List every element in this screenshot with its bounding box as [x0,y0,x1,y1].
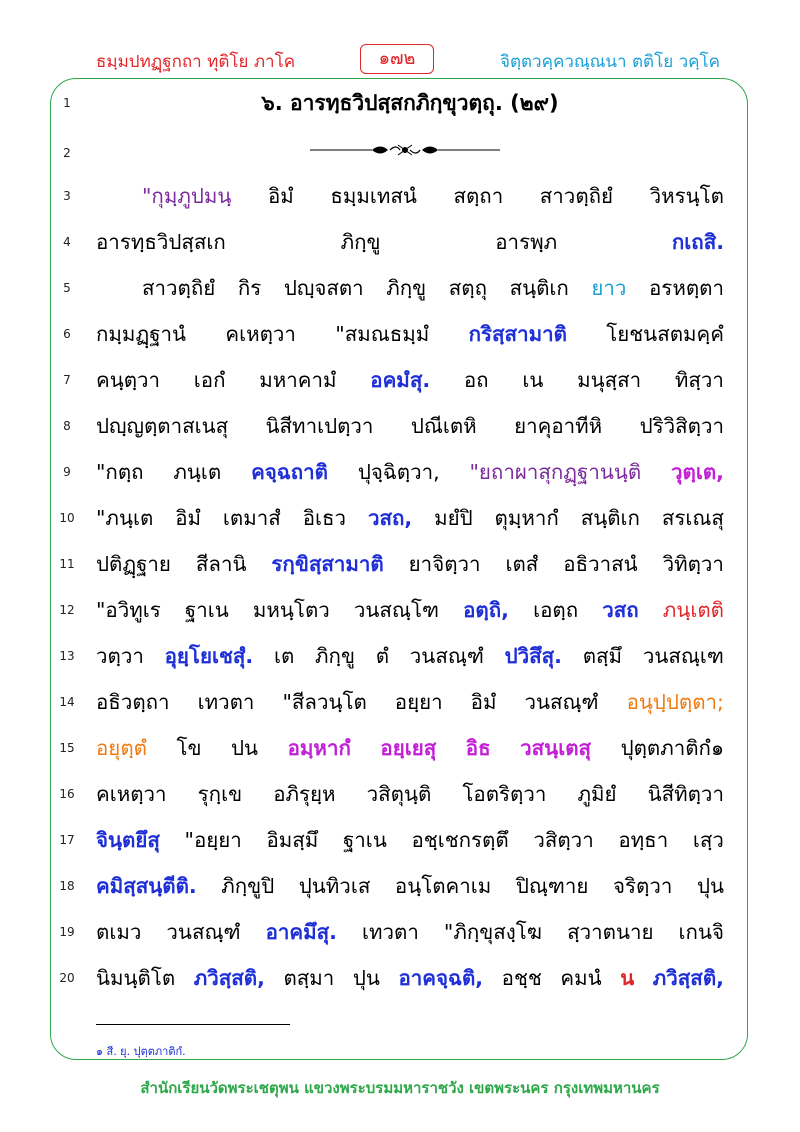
word: วสิตุนฺติ [366,782,432,806]
text-line [0,173,800,219]
word: ภนฺเต [173,460,222,484]
text-line [0,817,800,863]
line-text [96,449,724,495]
line-number: 4 [63,235,71,249]
keyword: "กุมฺภูปมนฺ [142,184,232,208]
word: เอตฺถ [533,598,579,622]
line-number: 3 [63,189,71,203]
line-number: 2 [63,146,71,160]
word: อิมํ [470,690,497,714]
word: อิมํ [267,184,294,208]
word: อิมํ [175,506,202,530]
text-line [0,863,800,909]
word: นิมนฺติโต [96,966,176,990]
word: สนฺติเก [580,506,640,530]
line-text [96,311,724,357]
text-line [0,357,800,403]
word: ปณีเตหิ [410,414,477,438]
word: อชฺเชกรตฺตึ [411,828,509,852]
word: คนฺตฺวา [96,368,161,392]
word: โอตริตฺวา [462,782,547,806]
word: โยชนสตมคฺคํ [606,322,724,346]
word: อยฺยา [394,690,443,714]
keyword: อิธ [465,736,491,760]
keyword: ภวิสฺสติ, [652,966,724,990]
line-number: 17 [59,833,75,847]
text-line [0,495,800,541]
word: "ภนฺเต [96,506,154,530]
word: "กตฺถ [96,460,144,484]
keyword: คมิสฺสนฺตีติ. [96,874,197,898]
word: สาวตฺถิยํ [142,276,216,300]
word: เทวตา [197,690,255,714]
word: เตสํ [505,552,539,576]
word: สีลานิ [195,552,247,576]
word: เทวตา [361,920,419,944]
word: นิสีทิตฺวา [647,782,724,806]
keyword: อาคจฺฉติ, [398,966,484,990]
word: "สีลวนฺโต [282,690,367,714]
word: มนุสฺสา [577,368,642,392]
word: ตสฺมึ [582,644,623,668]
keyword: อยฺเยสุ [380,736,437,760]
word: ตเมว [96,920,142,944]
word: มยํปิ [434,506,473,530]
word: ปุจฺฉิตฺวา, [357,460,440,484]
keyword: ปวิสึสุ. [504,644,562,668]
keyword: กริสฺสามาติ [468,322,567,346]
line-text [96,495,724,541]
text-line [0,265,800,311]
text-line [0,587,800,633]
word: รุกฺเข [197,782,243,806]
word: คเหตฺวา [225,322,296,346]
word: ยาคุอาทีหิ [514,414,603,438]
keyword: อยุตฺตํ [96,736,147,760]
word: สตฺถุ [448,276,487,300]
line-number: 18 [59,879,75,893]
word: ยาจิตฺวา [408,552,481,576]
word: อารทฺธวิปสฺสเก [96,230,226,254]
word: มหาคามํ [259,368,337,392]
word: อธิวาสนํ [563,552,638,576]
line-number: 7 [63,373,71,387]
word: สาวตฺถิยํ [539,184,614,208]
line-number: 20 [59,971,75,985]
word: ภิกฺขู [315,644,355,668]
word: ภิกฺขู [386,276,427,300]
text-line [0,771,800,817]
line-number: 11 [59,557,75,571]
keyword: วุตฺเต, [671,460,724,484]
word: คเหตฺวา [96,782,167,806]
keyword: ภวิสฺสติ, [193,966,265,990]
text-line [0,679,800,725]
word: "สมณธมฺมํ [335,322,430,346]
word: ทิสฺวา [674,368,724,392]
line-text [96,541,724,587]
keyword: จินฺตยึสุ [96,828,160,852]
line-text [96,817,724,863]
word: ตุมฺหากํ [494,506,559,530]
word: เต [273,644,295,668]
text-line [0,633,800,679]
word: อิเธว [302,506,347,530]
word: ภูมิยํ [577,782,617,806]
word: อทฺธา [618,828,669,852]
word: ปุน [696,874,724,898]
line-text [142,173,724,219]
word: วนสณฺฑํ [409,644,484,668]
word: เสฺว [692,828,724,852]
word: "อวิทูเร [96,598,161,622]
word: ปุตฺตภาติกํ๑ [620,736,724,760]
word: อารพฺภ [495,230,558,254]
chapter-title: จิตฺตวคฺควณฺณนา ตติโย วคฺโค [500,52,720,72]
line-text [96,219,724,265]
line-text [96,863,724,909]
word: เกนจิ [678,920,724,944]
word: กมฺมฏฺฐานํ [96,322,187,346]
keyword: อมฺหากํ [287,736,351,760]
line-text [96,587,724,633]
line-number: 8 [63,419,71,433]
word: ปริวิสิตฺวา [639,414,724,438]
line-number: 14 [59,695,75,709]
keyword: รกฺขิสฺสามาติ [271,552,384,576]
word: อชฺช [501,966,542,990]
keyword: อุยฺโยเชสุํ. [164,644,254,668]
word: อิมสฺมึ [266,828,319,852]
text-line [0,311,800,357]
word: วนสณฺฑํ [166,920,241,944]
line-number: 12 [59,603,75,617]
keyword: วสนฺเตสุ [520,736,592,760]
footnote-divider [96,1024,290,1025]
text-line [0,541,800,587]
word: ภิกฺขู [340,230,381,254]
line-text [96,909,724,955]
keyword: ภนฺเตติ [662,598,724,622]
keyword: "ยถาผาสุกฏฺฐานนฺติ [469,460,642,484]
word: สนฺติเก [509,276,569,300]
word: วนสณฺโฑ [353,598,439,622]
word: อธิวตฺถา [96,690,170,714]
word: ปญฺญตฺตาสเนสุ [96,414,229,438]
word: ตสฺมา [283,966,335,990]
keyword: คจฺฉถาติ [251,460,328,484]
text-line [0,219,800,265]
line-number: 19 [59,925,75,939]
page-footer: สำนักเรียนวัดพระเชตุพน แขวงพระบรมมหาราชวัง เขตพระนคร กรุงเทพมหานคร [140,1079,660,1097]
word: วนสณฺเฑ [642,644,724,668]
word: ภิกฺขูปิ [221,874,275,898]
line-number: 1 [63,96,71,110]
word: อรหตฺตา [649,276,724,300]
line-text [96,955,724,1001]
line-text [96,725,724,771]
word: นิสีทาเปตฺวา [265,414,374,438]
line-number: 16 [59,787,75,801]
word: วนสณฺฑํ [524,690,599,714]
word: สตฺถา [453,184,504,208]
line-text [142,265,724,311]
line-number: 6 [63,327,71,341]
word: ปุนทิวเส [298,874,371,898]
word: อนฺโตคาเม [394,874,492,898]
word: เอกํ [193,368,226,392]
word: "ภิกฺขุสงฺโฆ [443,920,543,944]
word: อภิรุยฺห [273,782,336,806]
word: ฐาเน [342,828,387,852]
word: จริตฺวา [613,874,673,898]
word: ปติฏฺฐาย [96,552,171,576]
text-line [0,130,800,176]
line-number: 5 [63,281,71,295]
keyword: น [620,966,635,990]
word: เตมาสํ [222,506,281,530]
line-number: 9 [63,465,71,479]
section-heading [96,80,724,126]
word: วิหรนฺโต [649,184,724,208]
word: สฺวาตนาย [567,920,654,944]
word: ปน [231,736,259,760]
word: ปุน [352,966,380,990]
word: วิทิตฺวา [662,552,724,576]
word: ๖. อารทฺธวิปสฺสกภิกฺขุวตฺถุ. (๒๙) [261,91,559,115]
word: สรเณสุ [661,506,724,530]
word: เน [522,368,544,392]
word: โข [176,736,202,760]
keyword: อาคมึสุ. [265,920,337,944]
text-line [0,725,800,771]
text-line [0,449,800,495]
word: "อยฺยา [184,828,242,852]
line-text [96,679,724,725]
word: วสิตฺวา [533,828,594,852]
word: ปิณฺฑาย [515,874,589,898]
word: กิร [237,276,262,300]
text-line [0,80,800,126]
page-number-box: ๑๗๒ [360,44,434,74]
book-title: ธมฺมปทฏฺฐกถา ทุติโย ภาโค [96,52,296,72]
word: ธมฺมเทสนํ [330,184,417,208]
word: อถ [463,368,489,392]
line-number: 10 [59,511,75,525]
text-line [0,909,800,955]
word: มหนฺโตว [252,598,330,622]
keyword: อคมํสุ. [370,368,431,392]
line-number: 15 [59,741,75,755]
word: ปญฺจสตา [283,276,364,300]
keyword: อตฺถิ, [463,598,509,622]
line-text [96,357,724,403]
keyword: กเถสิ. [671,230,724,254]
keyword: วสถ, [367,506,413,530]
footnote: ๑ สี. ยุ. ปุตฺตภาติกํ. [96,1045,186,1058]
word: วตฺวา [96,644,144,668]
text-line [0,955,800,1001]
word: ตํ [375,644,390,668]
keyword: วสถ [602,598,639,622]
line-text [96,403,724,449]
line-text [96,633,724,679]
text-line [0,403,800,449]
line-number: 13 [59,649,75,663]
word: คมนํ [560,966,602,990]
keyword: ยาว [591,276,627,300]
keyword: อนุปฺปตฺตา; [626,690,724,714]
word: ฐาเน [184,598,229,622]
line-text [96,771,724,817]
